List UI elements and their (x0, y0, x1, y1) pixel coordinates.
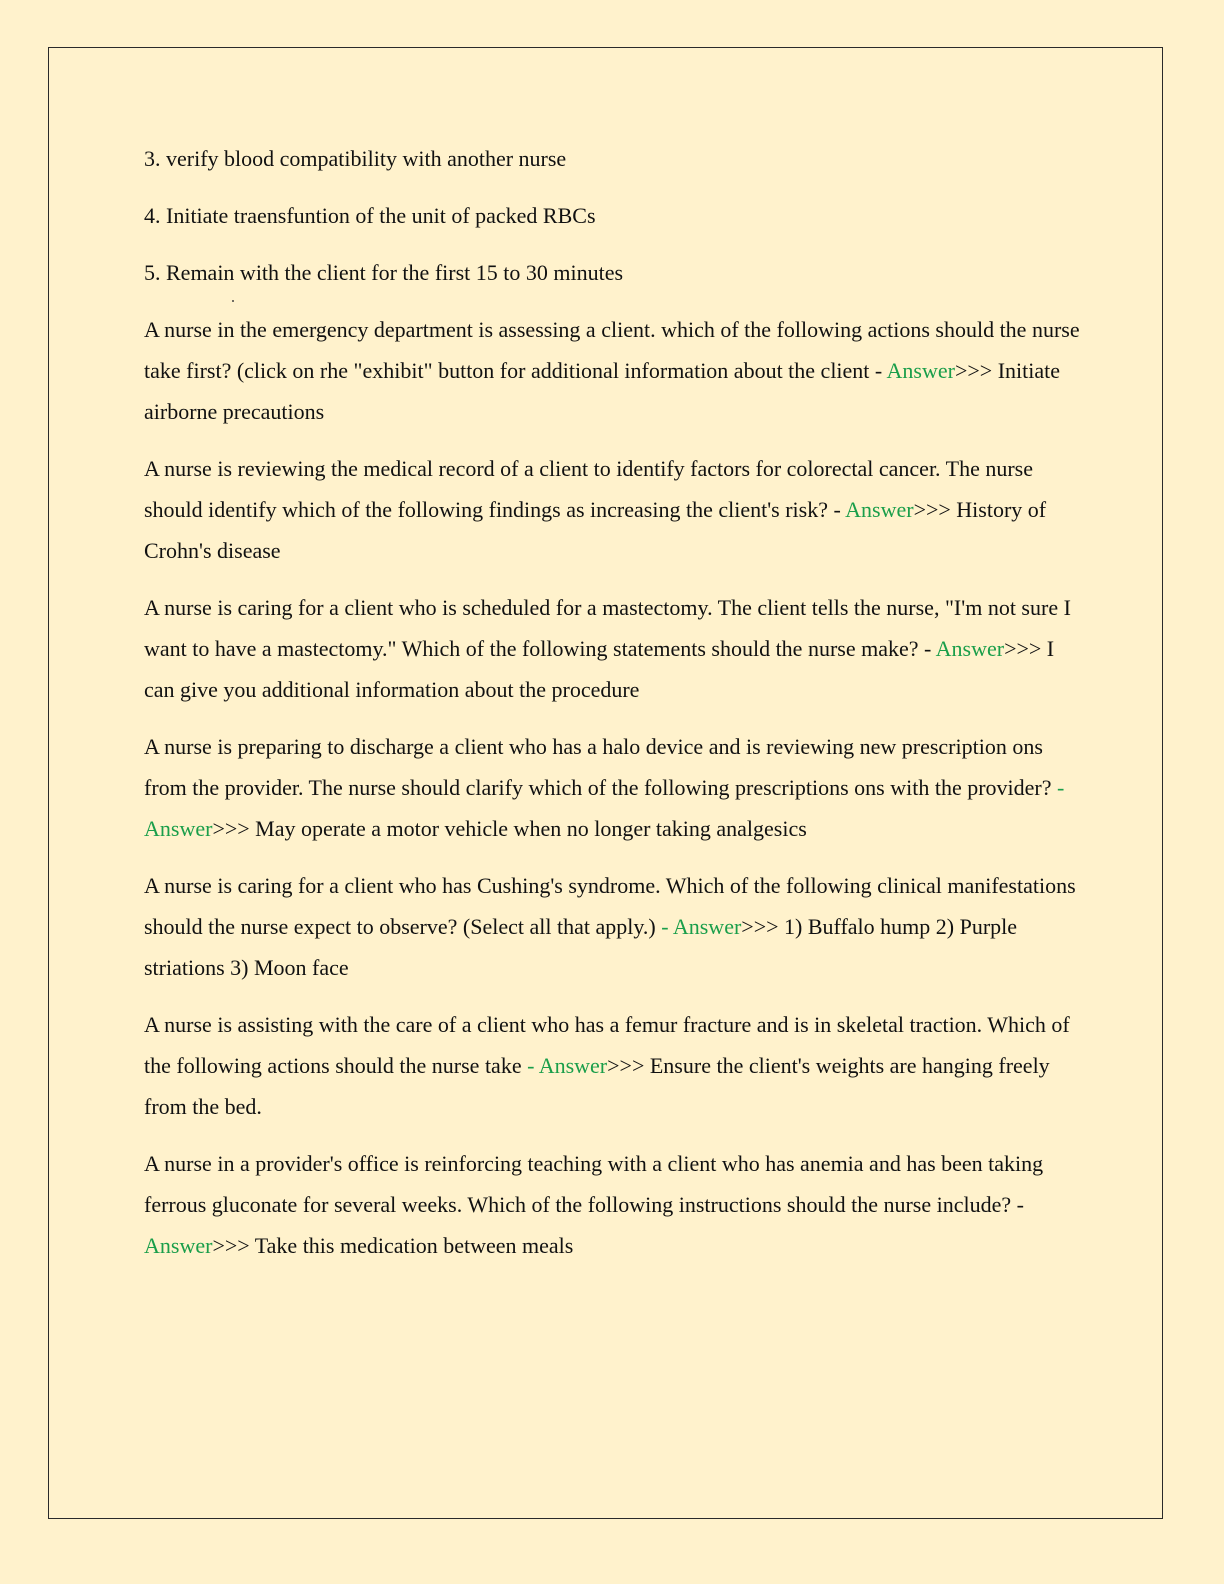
qa-item (144, 1004, 1084, 1127)
answer-text: >>> History of Crohn's disease (144, 497, 1047, 563)
qa-item (144, 865, 1084, 988)
answer-label: - Answer (661, 914, 742, 939)
question-text: A nurse is caring for a client who has Cushing's syndrome. Which of the following clinical manifestations should the nurse expect to observe? (Select all that apply.) (144, 873, 1076, 939)
qa-item (144, 726, 1084, 849)
answer-label: Answer (845, 497, 914, 522)
qa-item (144, 309, 1084, 432)
question-text: A nurse is caring for a client who is scheduled for a mastectomy. The client tells the nurse, "I'm not sure I want to have a mastectomy." Which of the following statements should the nurse make? - (144, 595, 1071, 661)
question-text: A nurse is reviewing the medical record of a client to identify factors for colorectal cancer. The nurse should identify which of the following findings as increasing the client's risk? - (144, 456, 1034, 522)
question-text: A nurse is assisting with the care of a client who has a femur fracture and is in skeletal traction. Which of the following actions should the nurse take (144, 1012, 1070, 1078)
list-item: 5. Remain with the client for the first 15 to 30 minutes (144, 260, 624, 285)
answer-label: Answer (886, 358, 955, 383)
answer-label: Answer (144, 1233, 213, 1258)
list-item: 3. verify blood compatibility with another nurse (144, 146, 567, 171)
answer-label: - Answer (527, 1053, 608, 1078)
answer-label: Answer (935, 636, 1005, 661)
answer-text: >>> Ensure the client's weights are hanging freely from the bed. (144, 1053, 1050, 1119)
question-text: A nurse in the emergency department is assessing a client. which of the following actions should the nurse take first? (click on rhe "exhibit" button for additional information about the client - (144, 317, 1080, 383)
answer-text: >>> May operate a motor vehicle when no longer taking analgesics (212, 816, 807, 841)
answer-text: >>> 1) Buffalo hump 2) Purple striations 3) Moon face (144, 914, 1018, 980)
answer-text: >>> I can give you additional information about the procedure (144, 636, 1055, 702)
answer-label: - Answer (144, 775, 1065, 841)
qa-item (144, 587, 1084, 710)
answer-text: >>> Initiate airborne precautions (144, 358, 1061, 424)
list-item: 4. Initiate traensfuntion of the unit of packed RBCs (144, 203, 596, 228)
qa-item (144, 1143, 1084, 1266)
qa-item (144, 448, 1084, 571)
document-body (144, 138, 1084, 1282)
question-text: A nurse is preparing to discharge a client who has a halo device and is reviewing new prescription ons from the provider. The nurse should clarify which of the following prescriptions ons with the provider? (144, 734, 1052, 800)
question-text: A nurse in a provider's office is reinforcing teaching with a client who has anemia and has been taking ferrous gluconate for several weeks. Which of the following instructions should the nurse include? - (144, 1151, 1044, 1217)
answer-text: >>> Take this medication between meals (212, 1233, 574, 1258)
